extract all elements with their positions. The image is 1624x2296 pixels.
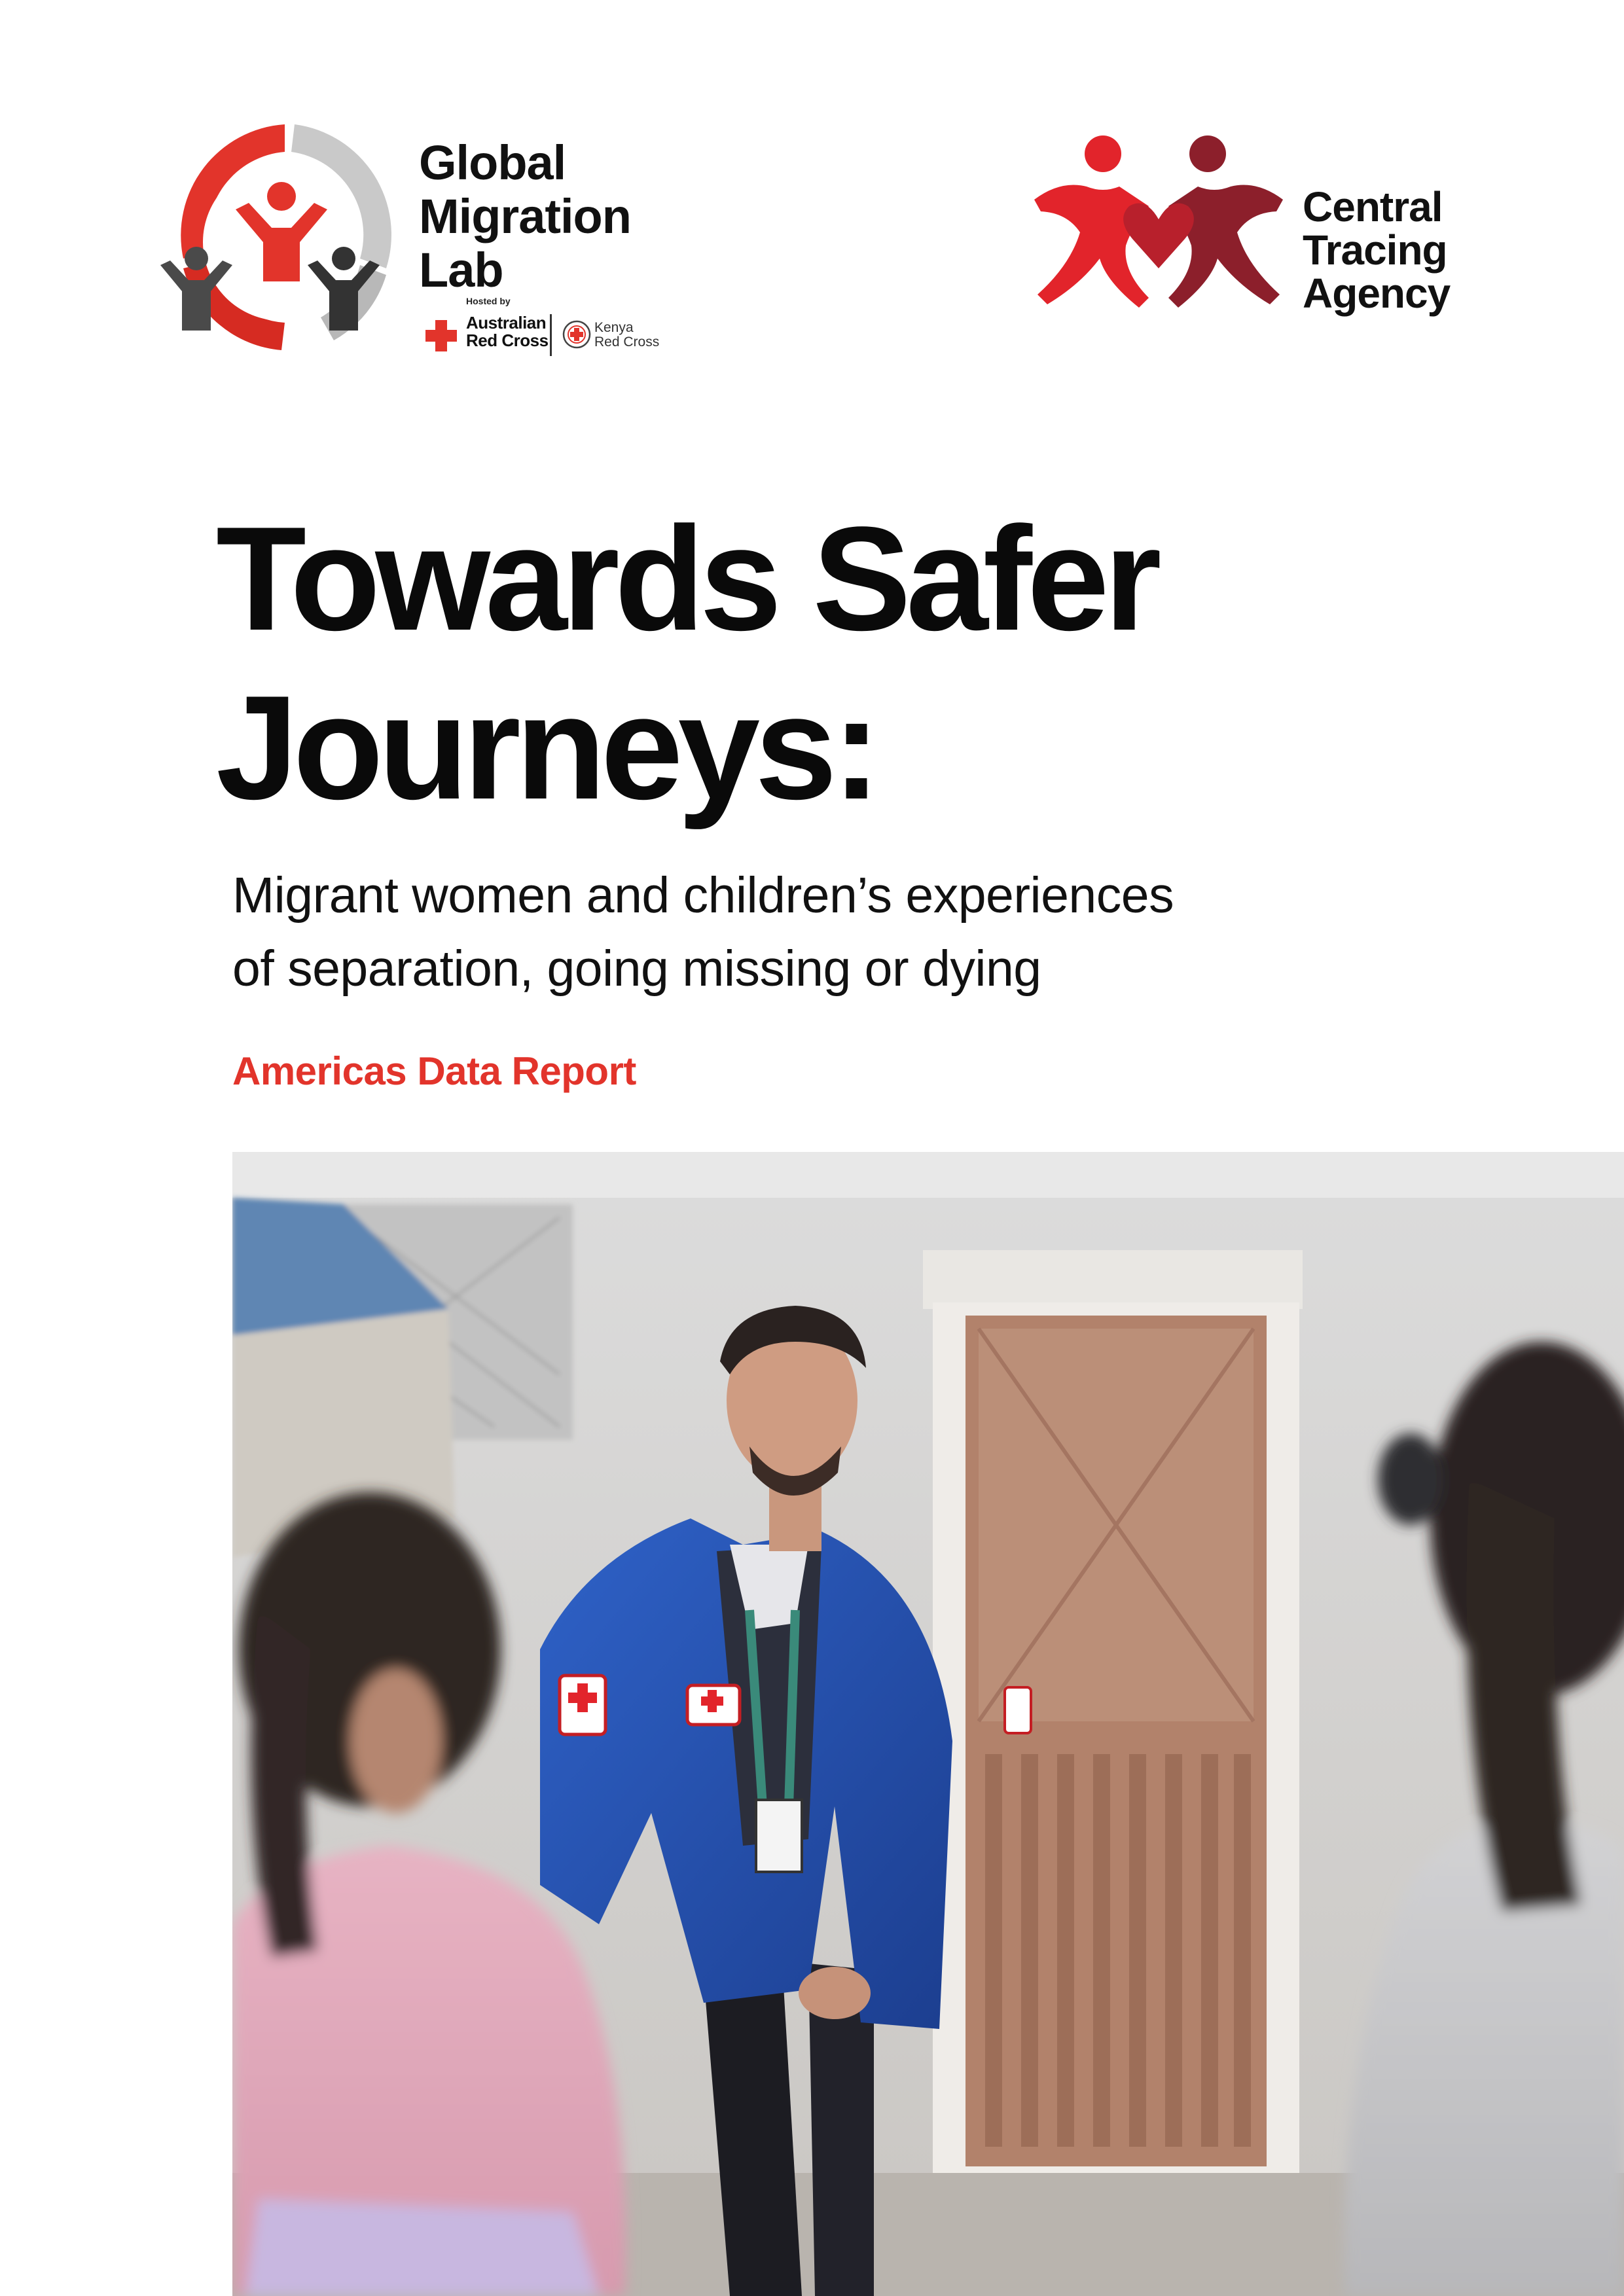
red-cross-icon — [423, 317, 460, 354]
report-title-line-1: Towards Safer — [216, 495, 1157, 661]
gml-wordmark-line-3: Lab — [419, 243, 503, 297]
gml-wordmark-line-2: Migration — [419, 189, 631, 243]
global-migration-lab-wordmark — [419, 136, 631, 297]
logo-divider — [550, 314, 552, 356]
report-subtitle-line-1: Migrant women and children’s experiences — [232, 867, 1174, 924]
central-tracing-agency-wordmark — [1303, 185, 1450, 315]
central-tracing-agency-emblem-icon — [1034, 134, 1283, 317]
central-tracing-agency-logo — [1034, 134, 1492, 331]
report-title-line-2: Journeys: — [216, 664, 876, 830]
report-subtitle — [232, 859, 1542, 1005]
hosted-by-label: Hosted by — [466, 296, 511, 306]
kenya-red-cross-emblem-icon — [562, 319, 592, 350]
australian-red-cross-label — [466, 314, 549, 350]
kenya-red-cross-line-1: Kenya — [594, 320, 634, 335]
global-migration-lab-emblem-icon — [157, 118, 406, 360]
report-type-label: Americas Data Report — [232, 1049, 636, 1093]
report-title — [216, 494, 1525, 832]
kenya-red-cross-label — [594, 321, 659, 350]
australian-red-cross-line-1: Australian — [466, 313, 547, 332]
cta-wordmark-line-2: Tracing — [1303, 226, 1447, 274]
cover-photo — [232, 1152, 1624, 2296]
australian-red-cross-line-2: Red Cross — [466, 331, 549, 350]
cta-wordmark-line-1: Central — [1303, 183, 1443, 230]
gml-wordmark-line-1: Global — [419, 135, 566, 190]
global-migration-lab-logo — [157, 118, 681, 360]
cta-wordmark-line-3: Agency — [1303, 270, 1451, 317]
kenya-red-cross-line-2: Red Cross — [594, 334, 660, 350]
report-subtitle-line-2: of separation, going missing or dying — [232, 941, 1041, 997]
